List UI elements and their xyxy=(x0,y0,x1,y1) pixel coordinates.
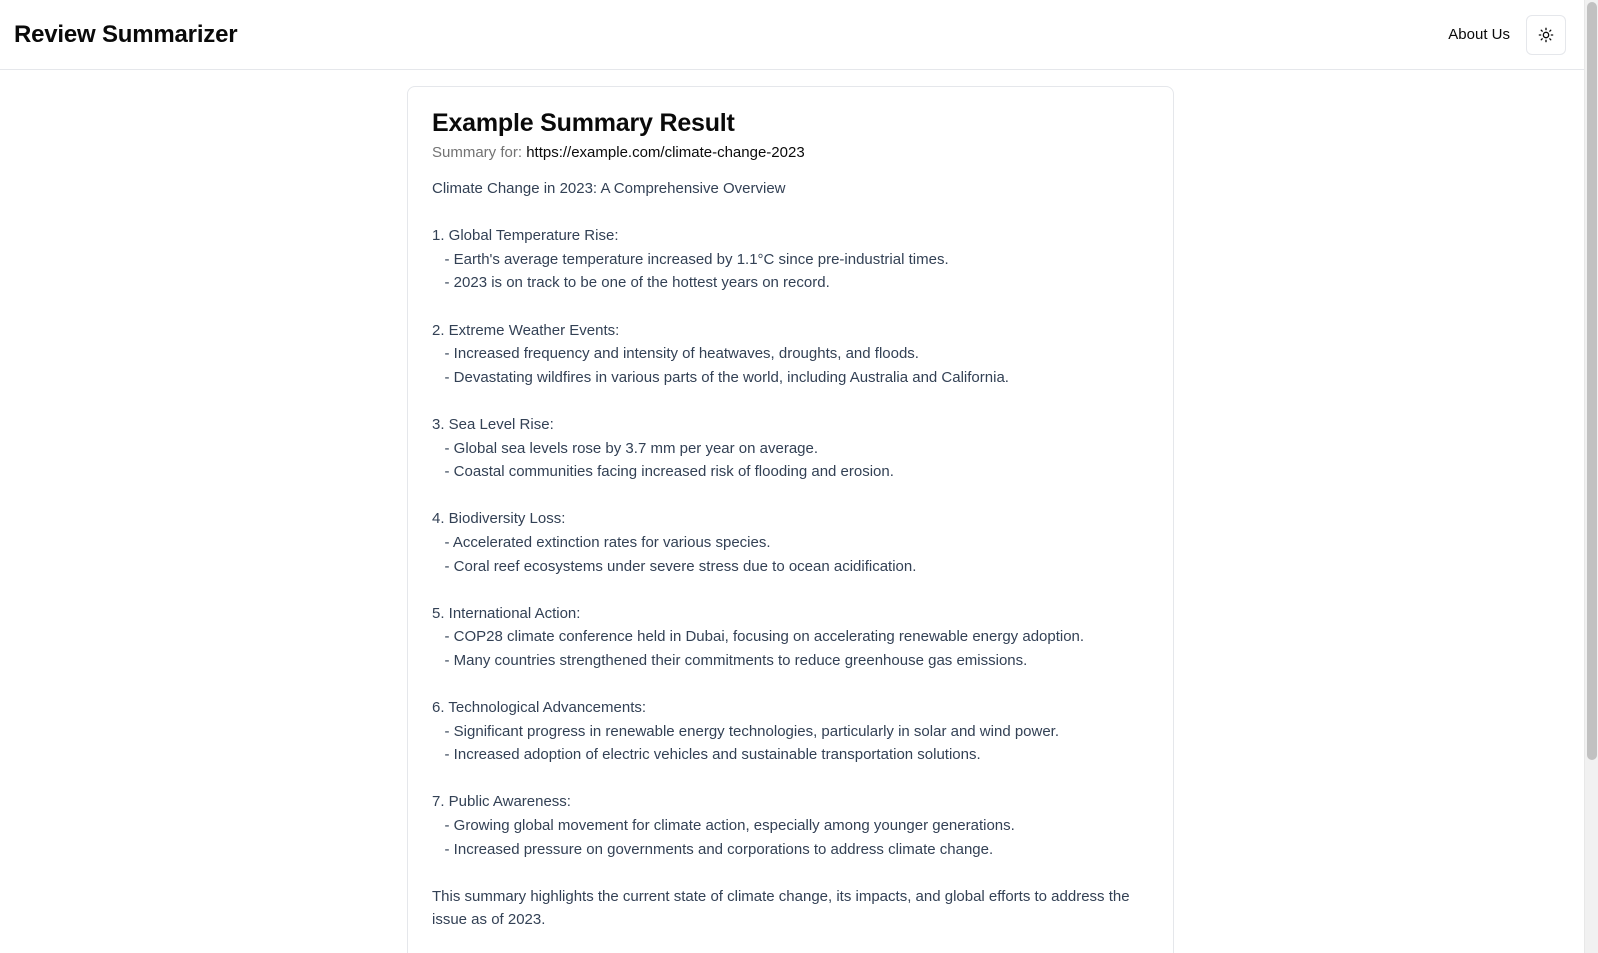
page-scrollbar[interactable] xyxy=(1584,0,1598,953)
summary-source xyxy=(432,143,1149,163)
app-title: Review Summarizer xyxy=(14,20,238,48)
result-title: Example Summary Result xyxy=(432,109,735,137)
top-navbar xyxy=(0,0,1584,70)
about-us-link[interactable]: About Us xyxy=(1448,26,1510,43)
sun-icon xyxy=(1538,27,1554,43)
scrollbar-thumb[interactable] xyxy=(1587,2,1597,760)
summary-text: Climate Change in 2023: A Comprehensive Overview 1. Global Temperature Rise: - Earth's average temperature increased by 1.1°C since pre-industrial times. - 2023 is on track to be one of the hottest years on record. 2. Extreme Weather Events: - Increased frequency and intensity of heatwaves, droughts, and floods. - Devastating wildfires in various parts of the world, including Australia and California. 3. Sea Level Rise: - Global sea levels rose by 3.7 mm per year on average. - Coastal communities facing increased risk of flooding and erosion. 4. Biodiversity Loss: - Accelerated extinction rates for various species. - Coral reef ecosystems under severe stress due to ocean acidification. 5. International Action: - COP28 climate conference held in Dubai, focusing on accelerating renewable energy adoption. - Many countries strengthened their commitments to reduce greenhouse gas emissions. 6. Technological Advancements: - Significant progress in renewable energy technologies, particularly in solar and wind power. - Increased adoption of electric vehicles and sustainable transportation solutions. 7. Public Awareness: - Growing global movement for climate action, especially among younger generations. - Increased pressure on governments and corporations to address climate change. This summary highlights the current state of climate change, its impacts, and global efforts to address the issue as of 2023. xyxy=(432,180,1130,929)
summary-url: https://example.com/climate-change-2023 xyxy=(526,144,805,161)
summary-result-card xyxy=(407,86,1174,953)
nav-links xyxy=(1448,15,1566,55)
theme-toggle-button[interactable] xyxy=(1526,15,1566,55)
summary-for-label: Summary for: xyxy=(432,144,523,161)
